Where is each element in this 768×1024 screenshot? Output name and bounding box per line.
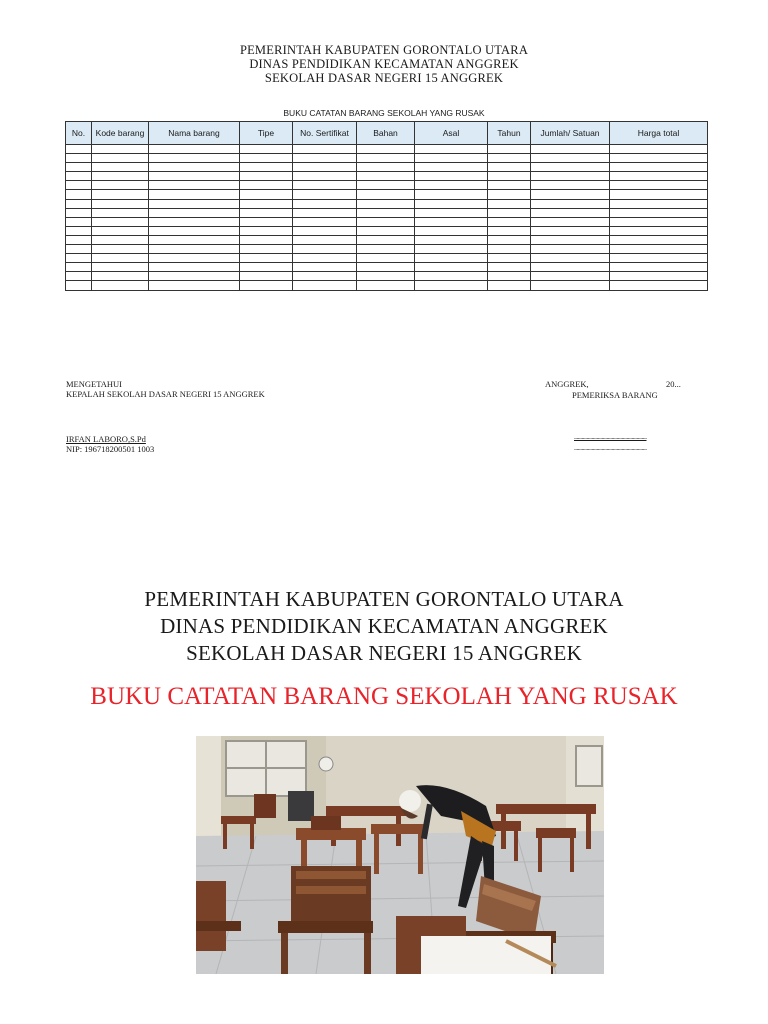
table-cell	[66, 172, 92, 181]
table-cell	[149, 281, 240, 290]
table-row	[66, 254, 708, 263]
table-cell	[415, 281, 488, 290]
table-cell	[610, 254, 708, 263]
table-cell	[66, 281, 92, 290]
table-cell	[610, 145, 708, 154]
table-cell	[293, 263, 357, 272]
table-cell	[149, 235, 240, 244]
table-cell	[610, 263, 708, 272]
table-row	[66, 263, 708, 272]
table-cell	[415, 181, 488, 190]
table-cell	[92, 217, 149, 226]
header-school: SEKOLAH DASAR NEGERI 15 ANGGREK	[264, 71, 504, 85]
table-row	[66, 217, 708, 226]
table-cell	[92, 226, 149, 235]
table-cell	[66, 254, 92, 263]
table-cell	[293, 154, 357, 163]
table-cell	[531, 208, 610, 217]
table-title: BUKU CATATAN BARANG SEKOLAH YANG RUSAK	[283, 108, 485, 118]
cover-school: SEKOLAH DASAR NEGERI 15 ANGGREK	[186, 641, 582, 665]
table-cell	[149, 154, 240, 163]
place-label: ANGGREK,	[545, 379, 589, 389]
inspector-name-blank: ..........................................................	[574, 433, 647, 441]
table-cell	[293, 199, 357, 208]
table-row	[66, 154, 708, 163]
cover-header	[0, 586, 768, 667]
table-cell	[92, 163, 149, 172]
table-cell	[488, 181, 531, 190]
table-cell	[531, 235, 610, 244]
table-cell	[531, 154, 610, 163]
table-cell	[66, 272, 92, 281]
table-cell	[92, 263, 149, 272]
table-cell	[610, 208, 708, 217]
table-row	[66, 281, 708, 290]
table-cell	[415, 245, 488, 254]
table-cell	[357, 217, 415, 226]
table-cell	[488, 254, 531, 263]
table-cell	[488, 281, 531, 290]
table-cell	[240, 263, 293, 272]
table-cell	[293, 217, 357, 226]
table-cell	[240, 272, 293, 281]
table-cell	[149, 208, 240, 217]
table-cell	[149, 172, 240, 181]
cover-department: DINAS PENDIDIKAN KECAMATAN ANGGREK	[160, 614, 608, 638]
table-cell	[293, 226, 357, 235]
table-row	[66, 208, 708, 217]
table-cell	[488, 245, 531, 254]
acknowledgement-block	[66, 379, 265, 399]
year-label: 20...	[666, 379, 681, 389]
table-cell	[240, 163, 293, 172]
table-cell	[357, 263, 415, 272]
table-cell	[610, 163, 708, 172]
col-jumlah: Jumlah/ Satuan	[531, 122, 610, 145]
header-government: PEMERINTAH KABUPATEN GORONTALO UTARA	[239, 43, 529, 57]
table-cell	[531, 199, 610, 208]
table-cell	[531, 254, 610, 263]
table-cell	[415, 263, 488, 272]
classroom-broken-furniture-photo	[196, 736, 604, 974]
table-cell	[240, 217, 293, 226]
table-cell	[415, 145, 488, 154]
table-cell	[66, 181, 92, 190]
table-cell	[531, 272, 610, 281]
table-cell	[415, 208, 488, 217]
document-header	[0, 43, 768, 85]
table-cell	[610, 172, 708, 181]
table-cell	[293, 235, 357, 244]
table-cell	[610, 199, 708, 208]
table-cell	[92, 245, 149, 254]
table-cell	[66, 145, 92, 154]
table-cell	[415, 163, 488, 172]
table-row	[66, 163, 708, 172]
table-row	[66, 190, 708, 199]
table-cell	[415, 154, 488, 163]
table-cell	[92, 190, 149, 199]
table-cell	[293, 181, 357, 190]
table-header-row	[66, 122, 708, 145]
table-cell	[531, 163, 610, 172]
table-cell	[66, 217, 92, 226]
col-sertifikat: No. Sertifikat	[293, 122, 357, 145]
table-cell	[415, 254, 488, 263]
table-cell	[149, 226, 240, 235]
table-cell	[488, 235, 531, 244]
table-cell	[610, 226, 708, 235]
table-cell	[293, 172, 357, 181]
table-cell	[610, 235, 708, 244]
principal-name: IRFAN LABORO,S.Pd	[66, 434, 146, 444]
table-cell	[240, 199, 293, 208]
table-cell	[488, 217, 531, 226]
table-cell	[357, 154, 415, 163]
table-cell	[488, 163, 531, 172]
table-cell	[488, 272, 531, 281]
header-department: DINAS PENDIDIKAN KECAMATAN ANGGREK	[249, 57, 519, 71]
table-cell	[357, 208, 415, 217]
table-cell	[531, 217, 610, 226]
table-cell	[240, 281, 293, 290]
table-cell	[66, 199, 92, 208]
table-cell	[531, 281, 610, 290]
table-cell	[531, 226, 610, 235]
table-cell	[357, 199, 415, 208]
table-cell	[531, 263, 610, 272]
table-cell	[357, 163, 415, 172]
table-cell	[240, 154, 293, 163]
col-tahun: Tahun	[488, 122, 531, 145]
col-no: No.	[66, 122, 92, 145]
col-tipe: Tipe	[240, 122, 293, 145]
col-harga: Harga total	[610, 122, 708, 145]
table-cell	[488, 145, 531, 154]
table-cell	[66, 263, 92, 272]
table-cell	[357, 181, 415, 190]
table-cell	[488, 263, 531, 272]
table-cell	[66, 226, 92, 235]
table-cell	[240, 235, 293, 244]
table-cell	[240, 145, 293, 154]
table-row	[66, 235, 708, 244]
col-asal: Asal	[415, 122, 488, 145]
table-cell	[415, 217, 488, 226]
table-cell	[610, 154, 708, 163]
table-body	[66, 145, 708, 291]
table-cell	[415, 172, 488, 181]
inventory-table	[65, 121, 708, 291]
table-cell	[66, 245, 92, 254]
acknowledge-label: MENGETAHUI	[66, 379, 122, 389]
table-cell	[66, 208, 92, 217]
table-cell	[415, 190, 488, 199]
principal-signature	[66, 434, 154, 454]
table-cell	[240, 254, 293, 263]
col-bahan: Bahan	[357, 122, 415, 145]
table-row	[66, 245, 708, 254]
table-cell	[92, 281, 149, 290]
table-cell	[357, 235, 415, 244]
table-cell	[293, 190, 357, 199]
table-row	[66, 145, 708, 154]
table-cell	[610, 245, 708, 254]
table-cell	[149, 217, 240, 226]
principal-role: KEPALAH SEKOLAH DASAR NEGERI 15 ANGGREK	[66, 389, 265, 399]
table-cell	[240, 181, 293, 190]
table-cell	[531, 190, 610, 199]
table-cell	[357, 226, 415, 235]
place-date	[545, 379, 685, 389]
table-cell	[610, 190, 708, 199]
table-cell	[149, 145, 240, 154]
col-nama: Nama barang	[149, 122, 240, 145]
table-cell	[293, 281, 357, 290]
table-cell	[66, 235, 92, 244]
table-cell	[149, 263, 240, 272]
table-cell	[92, 254, 149, 263]
table-cell	[415, 226, 488, 235]
table-row	[66, 272, 708, 281]
table-cell	[488, 208, 531, 217]
inspector-nip-blank: ..........................................................	[574, 444, 647, 452]
table-row	[66, 199, 708, 208]
table-cell	[357, 190, 415, 199]
table-cell	[66, 154, 92, 163]
table-cell	[149, 272, 240, 281]
table-cell	[240, 208, 293, 217]
table-cell	[488, 226, 531, 235]
table-cell	[293, 254, 357, 263]
table-row	[66, 172, 708, 181]
table-cell	[149, 254, 240, 263]
table-cell	[357, 145, 415, 154]
table-cell	[66, 190, 92, 199]
table-cell	[488, 172, 531, 181]
table-cell	[92, 181, 149, 190]
table-cell	[293, 163, 357, 172]
table-cell	[293, 145, 357, 154]
table-cell	[66, 163, 92, 172]
table-cell	[357, 272, 415, 281]
table-cell	[240, 172, 293, 181]
table-cell	[149, 245, 240, 254]
table-cell	[531, 172, 610, 181]
table-cell	[92, 199, 149, 208]
table-cell	[240, 245, 293, 254]
table-cell	[531, 145, 610, 154]
table-cell	[357, 172, 415, 181]
table-cell	[531, 181, 610, 190]
table-cell	[357, 245, 415, 254]
table-cell	[610, 281, 708, 290]
cover-government: PEMERINTAH KABUPATEN GORONTALO UTARA	[144, 587, 624, 611]
table-row	[66, 181, 708, 190]
table-cell	[610, 181, 708, 190]
table-cell	[240, 226, 293, 235]
table-cell	[149, 199, 240, 208]
table-cell	[92, 154, 149, 163]
table-cell	[488, 154, 531, 163]
inspector-role: PEMERIKSA BARANG	[572, 390, 658, 400]
table-cell	[240, 190, 293, 199]
table-cell	[92, 145, 149, 154]
table-cell	[531, 245, 610, 254]
table-cell	[488, 190, 531, 199]
col-kode: Kode barang	[92, 122, 149, 145]
table-cell	[415, 235, 488, 244]
table-cell	[149, 190, 240, 199]
table-cell	[293, 272, 357, 281]
table-cell	[357, 254, 415, 263]
cover-title: BUKU CATATAN BARANG SEKOLAH YANG RUSAK	[90, 683, 678, 710]
table-row	[66, 226, 708, 235]
table-cell	[149, 181, 240, 190]
table-cell	[92, 172, 149, 181]
table-cell	[92, 208, 149, 217]
table-cell	[149, 163, 240, 172]
table-cell	[357, 281, 415, 290]
table-cell	[610, 217, 708, 226]
table-cell	[293, 245, 357, 254]
table-cell	[293, 208, 357, 217]
table-cell	[610, 272, 708, 281]
principal-nip: NIP: 196718200501 1003	[66, 444, 155, 454]
table-cell	[488, 199, 531, 208]
table-cell	[92, 272, 149, 281]
table-cell	[415, 199, 488, 208]
table-cell	[415, 272, 488, 281]
table-cell	[92, 235, 149, 244]
